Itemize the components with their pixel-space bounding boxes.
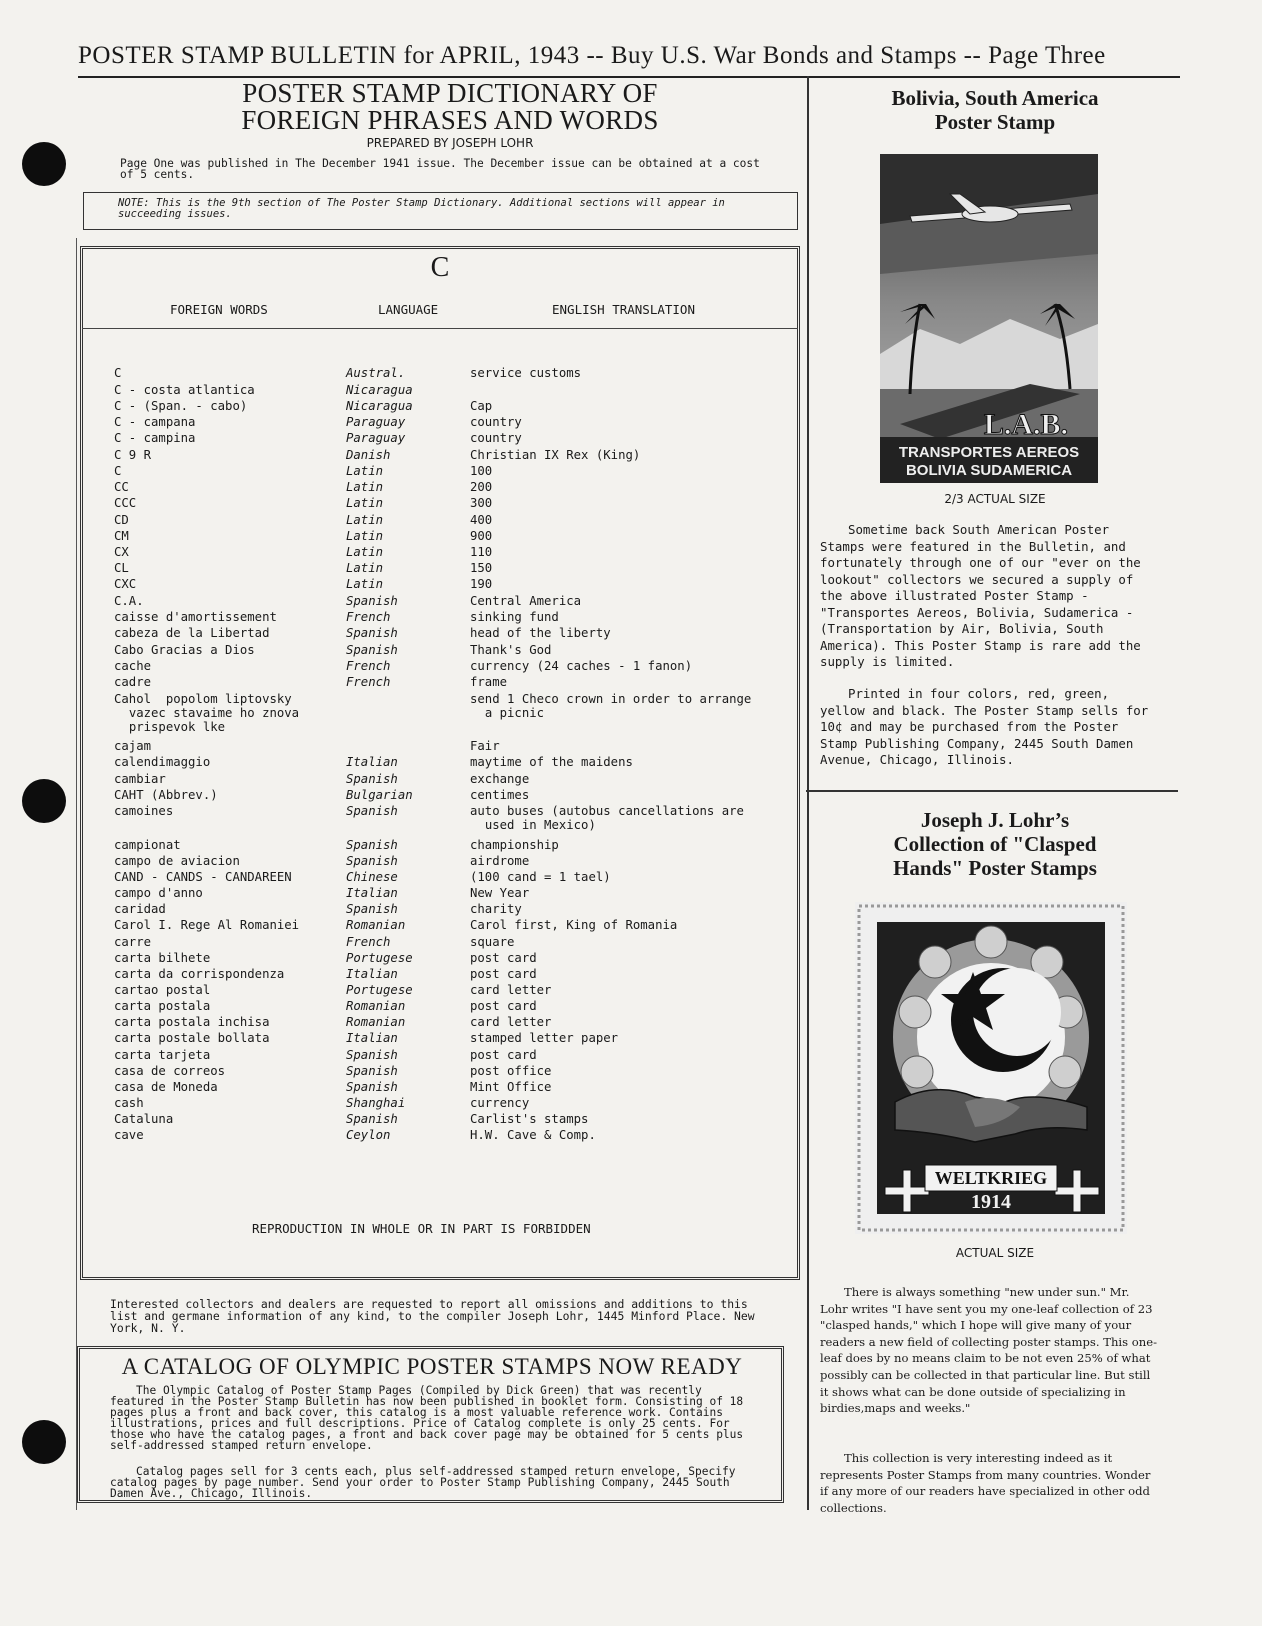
entry-english-translation: 150 bbox=[470, 561, 493, 575]
entry-english-translation: Fair bbox=[470, 739, 500, 753]
entry-english-translation: post card bbox=[470, 951, 537, 965]
entry-english-translation: card letter bbox=[470, 983, 552, 997]
entry-english-translation: square bbox=[470, 935, 515, 949]
entry-english-translation: Carol first, King of Romania bbox=[470, 918, 678, 932]
entry-foreign-word: casa de Moneda bbox=[114, 1080, 218, 1094]
entry-language: Latin bbox=[346, 496, 384, 510]
entry-foreign-word: C - campana bbox=[114, 415, 196, 429]
entry-language: Spanish bbox=[346, 1048, 398, 1062]
entry-foreign-word: carta bilhete bbox=[114, 951, 211, 965]
entry-foreign-word: cartao postal bbox=[114, 983, 211, 997]
page-one-note: Page One was published in The December 1941 issue. The December issue can be obtained at a cost of 5 cents. bbox=[120, 157, 760, 181]
entry-english-translation: (100 cand = 1 tael) bbox=[470, 870, 611, 884]
binder-hole bbox=[22, 1420, 66, 1464]
bolivia-title-line2: Poster Stamp bbox=[934, 110, 1056, 134]
lohr-title-line2: Collection of "Clasped bbox=[893, 832, 1097, 856]
entry-foreign-word: cave bbox=[114, 1128, 144, 1142]
entry-language: Shanghai bbox=[346, 1096, 406, 1110]
report-request: Interested collectors and dealers are requested to report all omissions and additions to this list and germane information of any kind, to the compiler Joseph Lohr, 1445 Minford Place. New York, N. Y. bbox=[110, 1297, 755, 1335]
entry-foreign-word: CCC bbox=[114, 496, 137, 510]
entry-english-translation: country bbox=[470, 415, 522, 429]
column-header-foreign: FOREIGN WORDS bbox=[170, 302, 268, 317]
entry-foreign-word: caisse d'amortissement bbox=[114, 610, 277, 624]
clasped-stamp-line1: WELTKRIEG bbox=[934, 1168, 1048, 1188]
entry-english-translation: centimes bbox=[470, 788, 530, 802]
entry-language: Spanish bbox=[346, 902, 398, 916]
entry-foreign-word: carta postala bbox=[114, 999, 211, 1013]
entry-english-translation: exchange bbox=[470, 772, 530, 786]
clasped-hands-stamp-image bbox=[855, 902, 1127, 1234]
entry-language: Spanish bbox=[346, 643, 398, 657]
entry-english-translation: post office bbox=[470, 1064, 552, 1078]
entry-language: Latin bbox=[346, 545, 384, 559]
entry-english-translation: post card bbox=[470, 999, 537, 1013]
entry-foreign-word: campo de aviacion bbox=[114, 854, 240, 868]
entry-language: Italian bbox=[346, 1031, 398, 1045]
entry-foreign-word: campo d'anno bbox=[114, 886, 203, 900]
entry-foreign-word: C bbox=[114, 464, 122, 478]
entry-foreign-word: carta postala inchisa bbox=[114, 1015, 270, 1029]
column-header-language: LANGUAGE bbox=[378, 302, 439, 317]
entry-language: Latin bbox=[346, 577, 384, 591]
entry-english-translation: currency bbox=[470, 1096, 530, 1110]
entry-language: Bulgarian bbox=[346, 788, 413, 802]
bolivia-title bbox=[830, 86, 1160, 134]
section-letter: C bbox=[430, 252, 450, 283]
note-text: NOTE: This is the 9th section of The Poster Stamp Dictionary. Additional sections will appear in succeeding issues. bbox=[118, 197, 725, 220]
entry-language: Latin bbox=[346, 464, 384, 478]
entry-english-translation: auto buses (autobus cancellations are used in Mexico) bbox=[470, 804, 744, 832]
entry-language: French bbox=[346, 610, 391, 624]
dictionary-title bbox=[180, 80, 720, 134]
clasped-stamp-line2: 1914 bbox=[971, 1191, 1011, 1213]
entry-language: Nicaragua bbox=[346, 383, 413, 397]
entry-foreign-word: CM bbox=[114, 529, 129, 543]
entry-foreign-word: CAND - CANDS - CANDAREEN bbox=[114, 870, 292, 884]
entry-english-translation: airdrome bbox=[470, 854, 530, 868]
bolivia-stamp-image bbox=[880, 154, 1098, 483]
entry-foreign-word: caridad bbox=[114, 902, 166, 916]
entry-language: Italian bbox=[346, 886, 398, 900]
entry-language: Ceylon bbox=[346, 1128, 391, 1142]
lohr-title-line1: Joseph J. Lohr’s bbox=[920, 808, 1070, 832]
entry-foreign-word: Cabo Gracias a Dios bbox=[114, 643, 255, 657]
lohr-title-line3: Hands" Poster Stamps bbox=[893, 856, 1097, 880]
entry-foreign-word: calendimaggio bbox=[114, 755, 211, 769]
entry-english-translation: sinking fund bbox=[470, 610, 559, 624]
entry-language: Latin bbox=[346, 561, 384, 575]
entry-foreign-word: Carol I. Rege Al Romaniei bbox=[114, 918, 300, 932]
entry-english-translation: service customs bbox=[470, 366, 582, 380]
dictionary-title-line2: FOREIGN PHRASES AND WORDS bbox=[241, 105, 659, 135]
entry-foreign-word: CAHT (Abbrev.) bbox=[114, 788, 218, 802]
entry-language: Spanish bbox=[346, 804, 398, 818]
entry-foreign-word: cache bbox=[114, 659, 152, 673]
entry-language: Paraguay bbox=[346, 415, 406, 429]
entry-foreign-word: C bbox=[114, 366, 122, 380]
bolivia-caption: 2/3 ACTUAL SIZE bbox=[944, 492, 1046, 506]
column-header-english: ENGLISH TRANSLATION bbox=[552, 302, 695, 317]
entry-english-translation: Cap bbox=[470, 399, 493, 413]
entry-language: Spanish bbox=[346, 594, 398, 608]
entry-foreign-word: C - costa atlantica bbox=[114, 383, 255, 397]
bolivia-paragraph-1: Sometime back South American Poster Stamps were featured in the Bulletin, and fortunately through one of our "ever on the lookout" collectors we secured a supply of the above illustrated Poster Stamp - "Transportes Aereos, Bolivia, Sudamerica - (Transportation by Air, Bolivia, South America). This Poster Stamp is rare add the supply is limited. bbox=[820, 522, 1141, 669]
entry-language: Spanish bbox=[346, 854, 398, 868]
entry-foreign-word: C.A. bbox=[114, 594, 144, 608]
entry-language: Spanish bbox=[346, 1064, 398, 1078]
entry-english-translation: post card bbox=[470, 1048, 537, 1062]
entry-english-translation: 200 bbox=[470, 480, 493, 494]
entry-english-translation: Christian IX Rex (King) bbox=[470, 448, 641, 462]
entry-foreign-word: campionat bbox=[114, 838, 181, 852]
bolivia-stamp-lab: L.A.B. bbox=[983, 408, 1068, 441]
entry-language: Spanish bbox=[346, 626, 398, 640]
entry-foreign-word: carre bbox=[114, 935, 152, 949]
entry-foreign-word: CXC bbox=[114, 577, 137, 591]
entry-language: Latin bbox=[346, 480, 384, 494]
entry-language: Latin bbox=[346, 513, 384, 527]
entry-language: Spanish bbox=[346, 772, 398, 786]
entry-english-translation: Thank's God bbox=[470, 643, 552, 657]
entry-language: Romanian bbox=[346, 999, 406, 1013]
entry-english-translation: championship bbox=[470, 838, 559, 852]
entry-english-translation: head of the liberty bbox=[470, 626, 611, 640]
entry-foreign-word: carta postale bollata bbox=[114, 1031, 270, 1045]
entry-foreign-word: CX bbox=[114, 545, 129, 559]
catalog-paragraph-1: The Olympic Catalog of Poster Stamp Pages (Compiled by Dick Green) that was recently featured in the Poster Stamp Bulletin has now been published in booklet form. Consisting of 18 pages plus a front and back cover, this catalog is a most valuable reference work. Contains illustrations, prices and full descriptions. Price of Catalog complete is only 25 cents. For those who have the catalog pages, a front and back cover page may be obtained for 5 cents plus self-addressed stamped return envelope. bbox=[110, 1384, 744, 1452]
entry-english-translation: H.W. Cave & Comp. bbox=[470, 1128, 596, 1142]
entry-foreign-word: C 9 R bbox=[114, 448, 152, 462]
binder-hole bbox=[22, 779, 66, 823]
entry-english-translation: stamped letter paper bbox=[470, 1031, 619, 1045]
entry-foreign-word: cash bbox=[114, 1096, 144, 1110]
entry-foreign-word: carta tarjeta bbox=[114, 1048, 211, 1062]
bolivia-stamp-line3: BOLIVIA SUDAMERICA bbox=[905, 462, 1073, 479]
entry-language: French bbox=[346, 675, 391, 689]
entry-language: Nicaragua bbox=[346, 399, 413, 413]
entry-language: Paraguay bbox=[346, 431, 406, 445]
entry-language: Italian bbox=[346, 755, 398, 769]
entry-foreign-word: camoines bbox=[114, 804, 174, 818]
entry-language: French bbox=[346, 935, 391, 949]
entry-foreign-word: cabeza de la Libertad bbox=[114, 626, 270, 640]
catalog-paragraph-2: Catalog pages sell for 3 cents each, plus self-addressed stamped return envelope, Specify catalog pages by page number. Send your order to Poster Stamp Publishing Company, 2445 South Damen Ave., Chicago, Illinois. bbox=[110, 1465, 736, 1500]
entry-language: Danish bbox=[346, 448, 391, 462]
entry-language: Portugese bbox=[346, 983, 413, 997]
left-margin-rule bbox=[76, 238, 77, 1510]
dictionary-title-line1: POSTER STAMP DICTIONARY OF bbox=[242, 78, 658, 108]
entry-language: French bbox=[346, 659, 391, 673]
page-header: POSTER STAMP BULLETIN for APRIL, 1943 -- Buy U.S. War Bonds and Stamps -- Page Three bbox=[78, 42, 1106, 69]
entry-language: Spanish bbox=[346, 1080, 398, 1094]
column-divider bbox=[807, 76, 809, 1510]
bolivia-title-line1: Bolivia, South America bbox=[891, 86, 1099, 110]
entry-language: Portugese bbox=[346, 951, 413, 965]
entry-foreign-word: C - campina bbox=[114, 431, 196, 445]
entry-english-translation: 300 bbox=[470, 496, 493, 510]
entry-foreign-word: Cahol popolom liptovsky vazec stavaime ho znova prispevok lke bbox=[114, 692, 300, 734]
entry-english-translation: send 1 Checo crown in order to arrange a picnic bbox=[470, 692, 752, 720]
entry-english-translation: New Year bbox=[470, 886, 530, 900]
lohr-caption: ACTUAL SIZE bbox=[955, 1246, 1035, 1260]
entry-language: Romanian bbox=[346, 918, 406, 932]
entry-foreign-word: cambiar bbox=[114, 772, 166, 786]
header-divider bbox=[82, 328, 798, 329]
entry-language: Romanian bbox=[346, 1015, 406, 1029]
entry-foreign-word: CC bbox=[114, 480, 129, 494]
entry-english-translation: currency (24 caches - 1 fanon) bbox=[470, 659, 693, 673]
entry-english-translation: Carlist's stamps bbox=[470, 1112, 589, 1126]
entry-english-translation: 110 bbox=[470, 545, 493, 559]
entry-language: Spanish bbox=[346, 838, 398, 852]
entry-foreign-word: CL bbox=[114, 561, 129, 575]
entry-english-translation: 900 bbox=[470, 529, 493, 543]
lohr-title bbox=[830, 808, 1160, 880]
entry-english-translation: maytime of the maidens bbox=[470, 755, 633, 769]
lohr-paragraph-1: There is always something "new under sun." Mr. Lohr writes "I have sent you my one-leaf collection of 23 "clasped hands," which I hope will give many of your readers a new field of collecting poster stamps. This one-leaf does by no means claim to be not even 25% of what possibly can be collected in that particular line. But still it shows what can be done outside of specializing in birdies,maps and weeks." bbox=[820, 1285, 1157, 1416]
lohr-paragraph-2: This collection is very interesting indeed as it represents Poster Stamps from many countries. Wonder if any more of our readers have specialized in other odd collections. bbox=[820, 1451, 1151, 1515]
catalog-title: A CATALOG OF OLYMPIC POSTER STAMPS NOW READY bbox=[121, 1354, 743, 1379]
entry-foreign-word: Cataluna bbox=[114, 1112, 174, 1126]
entry-english-translation: 100 bbox=[470, 464, 493, 478]
reproduction-notice: REPRODUCTION IN WHOLE OR IN PART IS FORBIDDEN bbox=[252, 1221, 591, 1236]
entry-english-translation: 400 bbox=[470, 513, 493, 527]
entry-english-translation: card letter bbox=[470, 1015, 552, 1029]
entry-language: Spanish bbox=[346, 1112, 398, 1126]
bolivia-stamp-line2: TRANSPORTES AEREOS bbox=[898, 444, 1080, 461]
entry-english-translation: frame bbox=[470, 675, 508, 689]
entry-language: Austral. bbox=[346, 366, 406, 380]
binder-hole bbox=[22, 142, 66, 186]
prepared-by: PREPARED BY JOSEPH LOHR bbox=[366, 136, 534, 150]
entry-english-translation: Central America bbox=[470, 594, 582, 608]
entry-foreign-word: cadre bbox=[114, 675, 152, 689]
bolivia-paragraph-2: Printed in four colors, red, green, yellow and black. The Poster Stamp sells for 10¢ and may be purchased from the Poster Stamp Publishing Company, 2445 South Damen Avenue, Chicago, Illinois. bbox=[820, 686, 1149, 767]
entry-language: Latin bbox=[346, 529, 384, 543]
entry-foreign-word: CD bbox=[114, 513, 129, 527]
entry-foreign-word: casa de correos bbox=[114, 1064, 226, 1078]
entry-foreign-word: cajam bbox=[114, 739, 152, 753]
entry-language: Italian bbox=[346, 967, 398, 981]
entry-english-translation: country bbox=[470, 431, 522, 445]
entry-foreign-word: C - (Span. - cabo) bbox=[114, 399, 248, 413]
entry-language: Chinese bbox=[346, 870, 398, 884]
entry-english-translation: post card bbox=[470, 967, 537, 981]
entry-foreign-word: carta da corrispondenza bbox=[114, 967, 285, 981]
entry-english-translation: Mint Office bbox=[470, 1080, 552, 1094]
entry-english-translation: charity bbox=[470, 902, 522, 916]
right-column-separator bbox=[806, 790, 1178, 792]
entry-english-translation: 190 bbox=[470, 577, 493, 591]
